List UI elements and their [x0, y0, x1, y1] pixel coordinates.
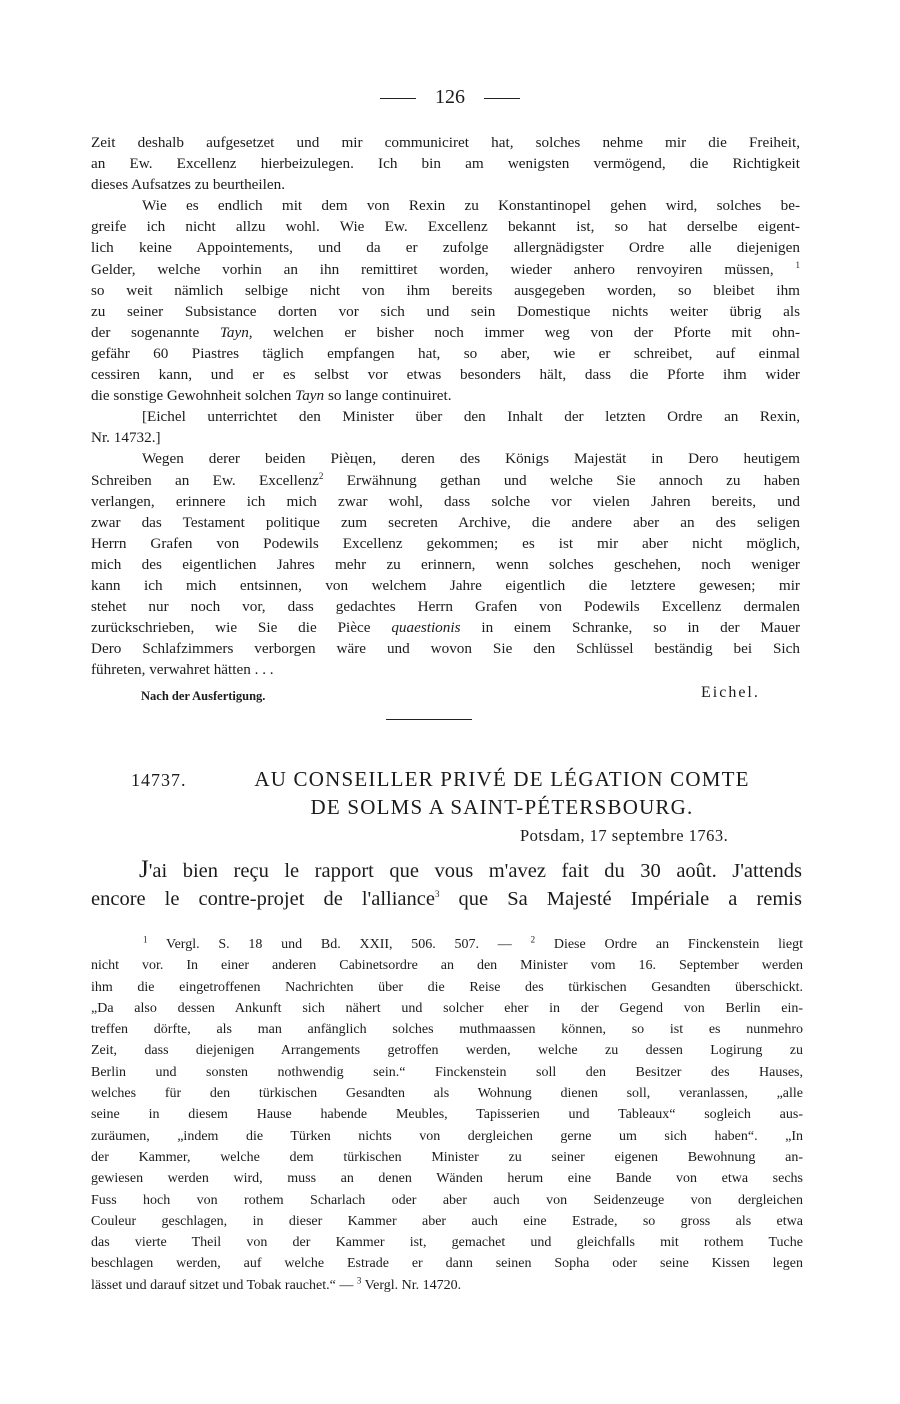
source-note: Nach der Ausfertigung. — [141, 689, 266, 703]
text-line — [91, 259, 800, 280]
text-segment: der sogenannte — [91, 323, 200, 341]
footnote-line — [91, 934, 803, 955]
letter-text — [91, 132, 800, 680]
text-line: dieses Aufsatzes zu beurtheilen. — [91, 176, 285, 194]
text-line: zwar das Testament politique zum secreten Archive, die andere aber an des seligen — [91, 513, 800, 531]
text-segment: so lange continuiret. — [327, 387, 452, 405]
text-segment: lässet und darauf sitzet und Tobak rauchet.“ — — [91, 1277, 354, 1293]
text-line: zu seiner Subsistance dorten vor sich und sein Domestique nichts weiter übrig als — [91, 302, 800, 320]
footnote-line: seine in diesem Hause habende Meubles, Tapisserien und Tableaux“ sogleich aus- — [91, 1107, 803, 1123]
footnotes — [91, 934, 803, 1296]
text-line: verlangen, erinnere ich mich zwar wohl, dass solche vor vielen Jahren bereits, und — [91, 492, 800, 510]
text-line — [91, 885, 802, 913]
text-line: führeten, verwahret hätten . . . — [91, 661, 274, 679]
document-title — [222, 765, 782, 821]
text-line: so weit nämlich selbige nicht von ihm bereits ausgegeben worden, so bleibet ihm — [91, 281, 800, 299]
letter-date: Potsdam, 17 septembre 1763. — [520, 826, 729, 845]
title-line: AU CONSEILLER PRIVÉ DE LÉGATION COMTE — [254, 767, 750, 791]
footnote-marker: 1 — [143, 934, 148, 945]
french-letter — [91, 856, 802, 913]
text-segment: Erwähnung gethan und welche Sie annoch zu haben — [346, 471, 800, 489]
footnote-line: ihm die eingetroffenen Nachrichten über die Reise des türkischen Gesandten überschickt. — [91, 979, 803, 995]
page-number: 126 — [435, 86, 465, 108]
text-segment: Gelder, welche vorhin an ihn remittiret worden, wieder anhero renvoyiren müssen, — [91, 260, 774, 278]
text-segment: in einem Schranke, so in der Mauer — [481, 619, 800, 637]
italic-term: Tayn, — [219, 323, 253, 341]
footnote-line: zuräumen, „indem die Türken nichts von dergleichen gerne um sich haben“. „In — [91, 1128, 803, 1144]
text-line: cessiren kann, und er es selbst vor etwas besonders hält, dass die Pforte ihm wider — [91, 366, 800, 384]
text-line: mich des eigentlichen Jahres mehr zu erinnern, wenn solches geschehen, noch weniger — [91, 555, 800, 573]
text-segment: zurückschrieben, wie Sie die Pièce — [91, 619, 371, 637]
footnote-line: Berlin und sonsten nothwendig sein.“ Finckenstein soll den Besitzer des Hauses, — [91, 1064, 803, 1080]
footnote-marker: 3 — [356, 1275, 362, 1286]
text-segment: Schreiben an Ew. Excellenz — [91, 471, 319, 489]
footnote-ref: 2 — [318, 470, 324, 481]
text-line — [91, 385, 800, 406]
footnote-line: Couleur geschlagen, in dieser Kammer aber auch eine Estrade, so gross als etwa — [91, 1213, 803, 1229]
text-line: stehet nur noch vor, dass gedachtes Herrn Grafen von Podewils Excellenz dermalen — [91, 598, 800, 616]
section-divider — [386, 719, 472, 720]
text-segment: die sonstige Gewohnheit solchen — [91, 387, 292, 405]
text-segment: 'ai bien reçu le rapport que vous m'avez fait du 30 août. J'attends — [148, 860, 802, 882]
footnote-ref: 1 — [795, 259, 801, 270]
text-segment: encore le contre-projet de l'alliance — [91, 888, 435, 910]
footnote-line: der Kammer, welche dem türkischen Minister zu seiner eigenen Bewohnung an- — [91, 1149, 803, 1165]
title-line: DE SOLMS A SAINT-PÉTERSBOURG. — [310, 795, 694, 819]
signature: Eichel. — [701, 684, 760, 701]
footnote-line: nicht vor. In einer anderen Cabinetsordre an den Minister vom 16. September werden — [91, 958, 803, 974]
text-line: Wegen derer beiden Pièцen, deren des Königs Majestät in Dero heutigem — [142, 450, 800, 468]
text-line — [91, 856, 802, 885]
document-number: 14737. — [131, 770, 187, 790]
footnote-line: das vierte Theil von der Kammer ist, gemachet und gleichfalls mit rothem Tuche — [91, 1235, 803, 1251]
text-segment: Vergl. S. 18 und Bd. XXII, 506. 507. — — [166, 937, 512, 952]
text-line: Zeit deshalb aufgesetzet und mir communiciret hat, solches nehme mir die Freiheit, — [91, 134, 800, 151]
footnote-line: „Da also dessen Ankunft sich nähert und solcher eher in der Gegend von Berlin ein- — [91, 1000, 803, 1016]
page-header — [0, 86, 900, 109]
header-dash-left — [380, 98, 416, 99]
footnote-marker: 2 — [530, 934, 536, 945]
text-line: Wie es endlich mit dem von Rexin zu Konstantinopel gehen wird, solches be- — [142, 197, 800, 215]
text-segment: welchen er bisher noch immer weg von der Pforte mit ohn- — [273, 323, 801, 341]
text-line: Herrn Grafen von Podewils Excellenz gekommen; es ist mir aber nicht möglich, — [91, 534, 800, 552]
italic-term: Tayn — [295, 387, 325, 405]
header-dash-right — [484, 98, 520, 99]
text-segment: Diese Ordre an Finckenstein liegt — [553, 937, 804, 952]
text-line: [Eichel unterrichtet den Minister über den Inhalt der letzten Ordre an Rexin, — [142, 408, 800, 426]
footnote-ref: 3 — [434, 889, 440, 900]
footnote-line: Zeit, dass diejenigen Arrangements getroffen werden, welche zu dessen Logirung zu — [91, 1043, 803, 1059]
text-line — [91, 322, 800, 343]
italic-term: quaestionis — [391, 619, 461, 637]
text-line: Dero Schlafzimmers verborgen wäre und wovon Sie den Schlüssel beständig bei Sich — [91, 640, 800, 658]
footnote-line: gewiesen werden wird, muss an denen Wänden herum eine Bande von etwa sechs — [91, 1171, 803, 1187]
footnote-line: welches für den türkischen Gesandten als Wohnung dienen soll, veranlassen, „alle — [91, 1086, 803, 1102]
text-segment: Vergl. Nr. 14720. — [364, 1277, 462, 1293]
text-line: lich keine Appointements, und da er zufolge allergnädigster Ordre alle diejenigen — [91, 239, 800, 257]
text-line — [91, 470, 800, 491]
text-segment: que Sa Majesté Impériale a remis — [439, 888, 802, 910]
text-line: kann ich mich entsinnen, von welchem Jahre eigentlich die letztere gewesen; mir — [91, 576, 800, 594]
initial-letter: J — [139, 856, 149, 883]
text-line: Nr. 14732.] — [91, 429, 161, 447]
text-line: an Ew. Excellenz hierbeizulegen. Ich bin am wenigsten vermögend, die Richtigkeit — [91, 155, 800, 173]
footnote-line: Fuss hoch von rothem Scharlach oder aber auch von Seidenzeuge von dergleichen — [91, 1192, 803, 1208]
footnote-line: treffen dörfte, als man anfänglich solches muthmaassen können, so ist es nunmehro — [91, 1022, 803, 1038]
text-line — [91, 617, 800, 638]
text-line: greife ich nicht allzu wohl. Wie Ew. Excellenz bekannt ist, so hat derselbe eigent- — [91, 218, 800, 236]
footnote-line — [91, 1275, 803, 1296]
footnote-line: beschlagen werden, auf welche Estrade er dann seinen Sopha oder seine Kissen legen — [91, 1256, 803, 1272]
text-line: gefähr 60 Piastres täglich empfangen hat, so aber, wie er schreibet, auf einmal — [91, 344, 800, 362]
